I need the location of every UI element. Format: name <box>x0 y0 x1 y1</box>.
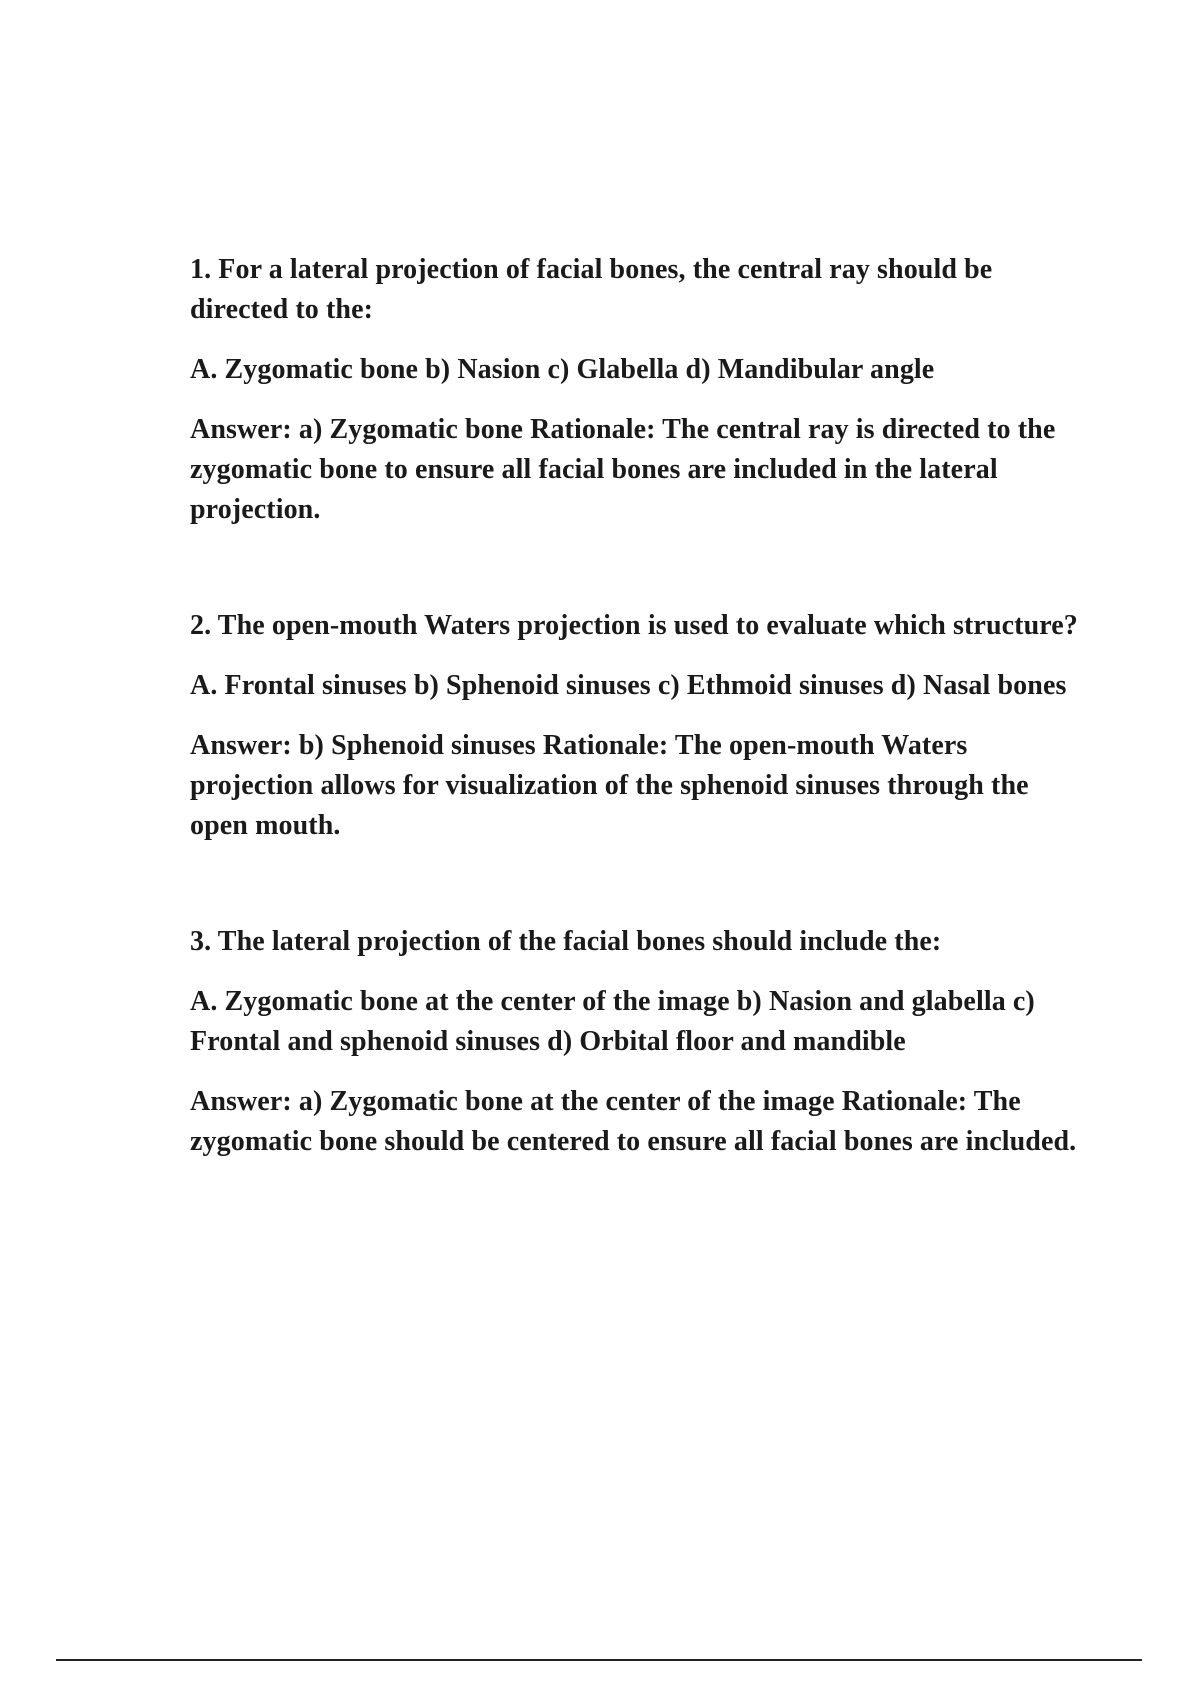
question-options: A. Zygomatic bone at the center of the image b) Nasion and glabella c) Frontal and sphenoid sinuses d) Orbital floor and mandible <box>190 986 1035 1057</box>
question-options: A. Frontal sinuses b) Sphenoid sinuses c) Ethmoid sinuses d) Nasal bones <box>190 670 1067 701</box>
question-answer: Answer: a) Zygomatic bone at the center of the image Rationale: The zygomatic bone should be centered to ensure all facial bones are included. <box>190 1086 1077 1157</box>
question-1 <box>190 250 1080 530</box>
question-3 <box>190 922 1080 1162</box>
question-stem: 3. The lateral projection of the facial bones should include the: <box>190 926 942 957</box>
footer-divider <box>56 1659 1142 1661</box>
question-2 <box>190 606 1080 846</box>
question-stem: 1. For a lateral projection of facial bones, the central ray should be directed to the: <box>190 254 993 325</box>
question-stem: 2. The open-mouth Waters projection is used to evaluate which structure? <box>190 610 1078 641</box>
question-options: A. Zygomatic bone b) Nasion c) Glabella d) Mandibular angle <box>190 354 935 385</box>
question-answer: Answer: b) Sphenoid sinuses Rationale: The open-mouth Waters projection allows for visualization of the sphenoid sinuses through the open mouth. <box>190 730 1029 841</box>
question-list <box>190 250 1080 1162</box>
question-answer: Answer: a) Zygomatic bone Rationale: The central ray is directed to the zygomatic bone to ensure all facial bones are included in the lateral projection. <box>190 414 1056 525</box>
